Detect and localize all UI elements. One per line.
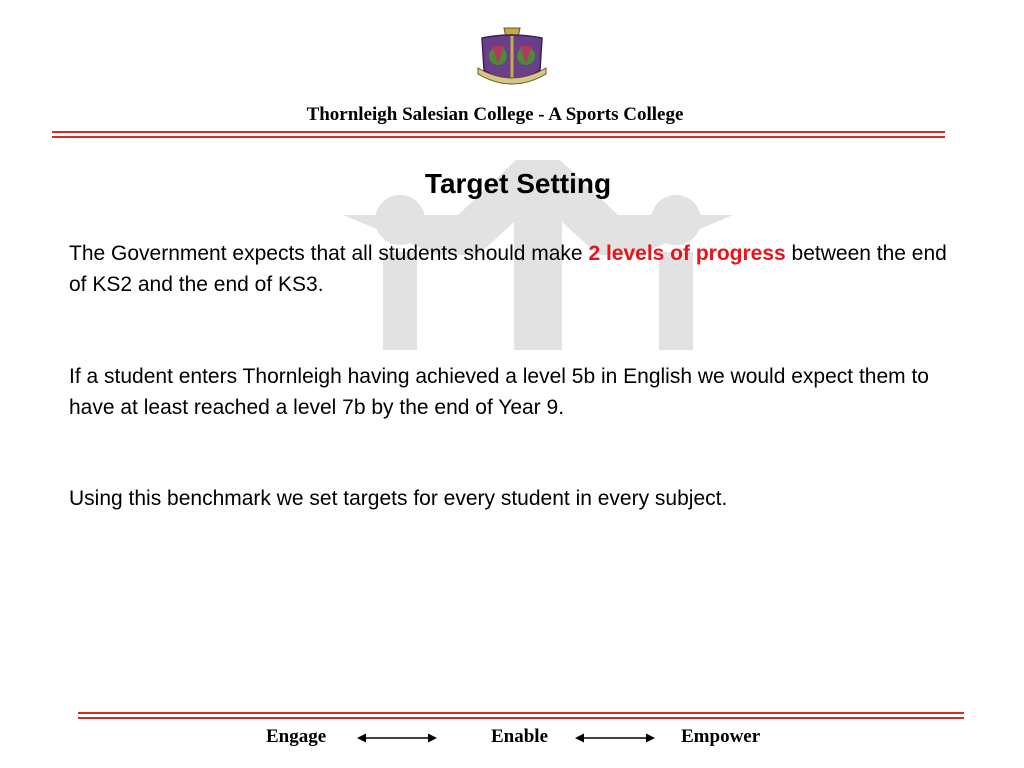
paragraph-progress [69,238,959,300]
slide-title: Target Setting [424,168,612,199]
college-name: Thornleigh Salesian College - A Sports College [306,104,684,125]
paragraph-example: If a student enters Thornleigh having achieved a level 5b in English we would expect them to have at least reached a level 7b by the end of Year 9. [69,365,929,419]
header-rule-top [52,131,945,133]
double-headed-arrow-icon [357,732,437,744]
college-crest-icon [474,24,550,90]
footer-engage: Engage [266,726,327,747]
double-headed-arrow-icon [575,732,655,744]
paragraph-progress-start: The Government expects that all students should make [69,242,589,265]
footer-rule-top [78,712,964,714]
footer-rule-bottom [78,717,964,719]
header-rule-bottom [52,136,945,138]
paragraph-benchmark: Using this benchmark we set targets for every student in every subject. [69,487,728,510]
progress-highlight: 2 levels of progress [588,242,786,265]
paragraph-progress-end: between the end of KS2 and the end of KS3. [69,242,947,296]
footer-enable: Enable [491,726,549,747]
footer-empower: Empower [681,726,761,747]
